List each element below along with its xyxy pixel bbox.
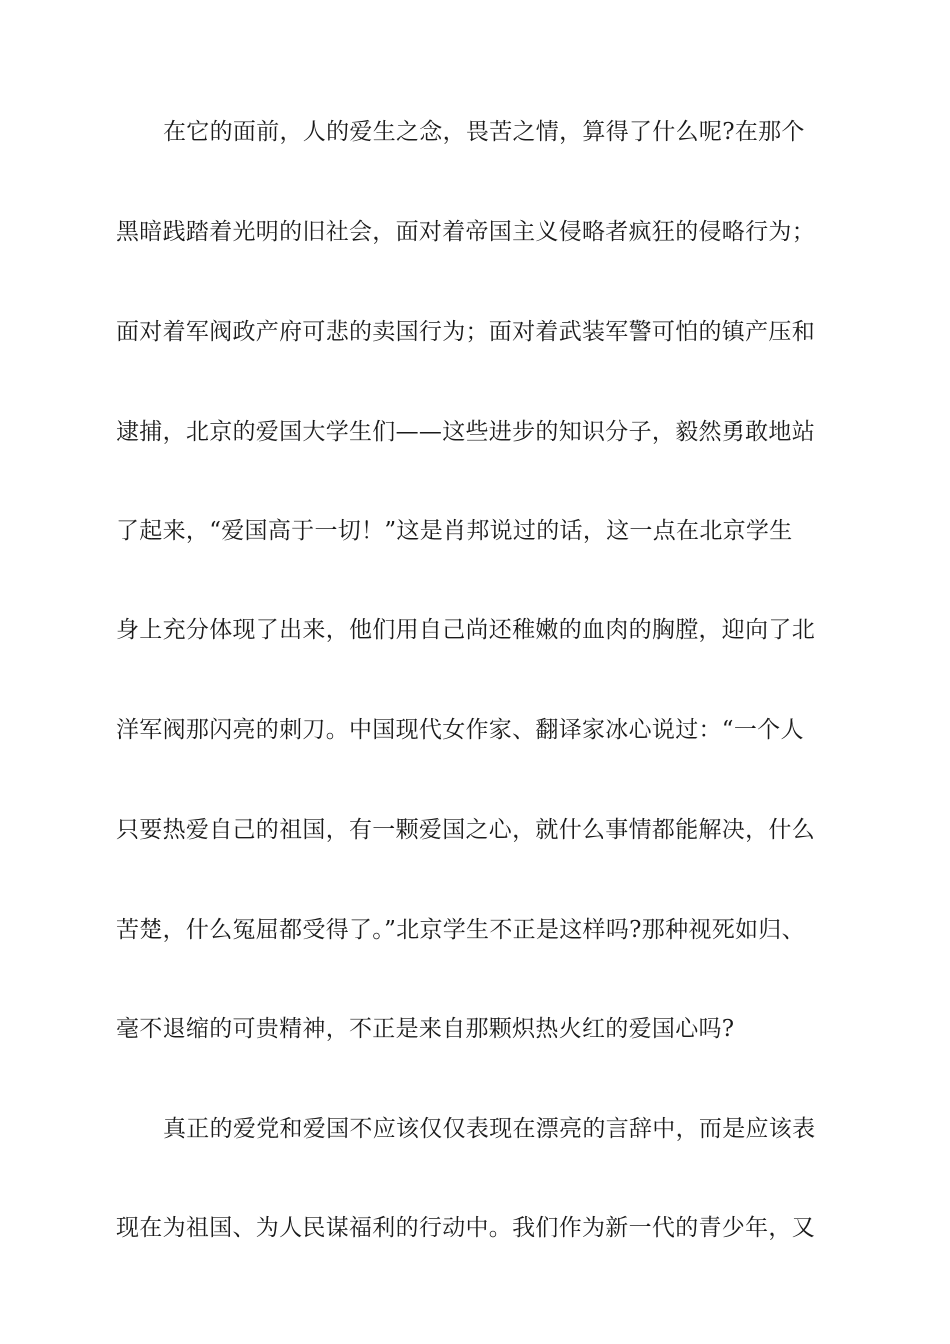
paragraph-1-line-6: 身上充分体现了出来，他们用自己尚还稚嫩的血肉的胸膛，迎向了北 xyxy=(116,617,815,643)
paragraph-1-line-9: 苦楚，什么冤屈都受得了。”北京学生不正是这样吗?那种视死如归、 xyxy=(116,917,805,943)
paragraph-2-line-2: 现在为祖国、为人民谋福利的行动中。我们作为新一代的青少年，又 xyxy=(116,1215,815,1241)
paragraph-1-line-5: 了起来，“爱国高于一切！”这是肖邦说过的话，这一点在北京学生 xyxy=(116,518,793,544)
paragraph-1-line-7: 洋军阀那闪亮的刺刀。中国现代女作家、翻译家冰心说过：“一个人 xyxy=(116,717,804,743)
paragraph-1-line-3: 面对着军阀政产府可悲的卖国行为；面对着武装军警可怕的镇产压和 xyxy=(116,319,815,345)
paragraph-1-line-8: 只要热爱自己的祖国，有一颗爱国之心，就什么事情都能解决，什么 xyxy=(116,817,815,843)
paragraph-1-line-1: 在它的面前，人的爱生之念，畏苦之情，算得了什么呢?在那个 xyxy=(163,119,805,145)
paragraph-1-line-4: 逮捕，北京的爱国大学生们——这些进步的知识分子，毅然勇敢地站 xyxy=(116,419,815,445)
paragraph-1-line-10: 毫不退缩的可贵精神，不正是来自那颗炽热火红的爱国心吗? xyxy=(116,1016,735,1042)
paragraph-1-line-2: 黑暗践踏着光明的旧社会，面对着帝国主义侵略者疯狂的侵略行为； xyxy=(116,219,815,245)
paragraph-2-line-1: 真正的爱党和爱国不应该仅仅表现在漂亮的言辞中，而是应该表 xyxy=(163,1116,816,1142)
